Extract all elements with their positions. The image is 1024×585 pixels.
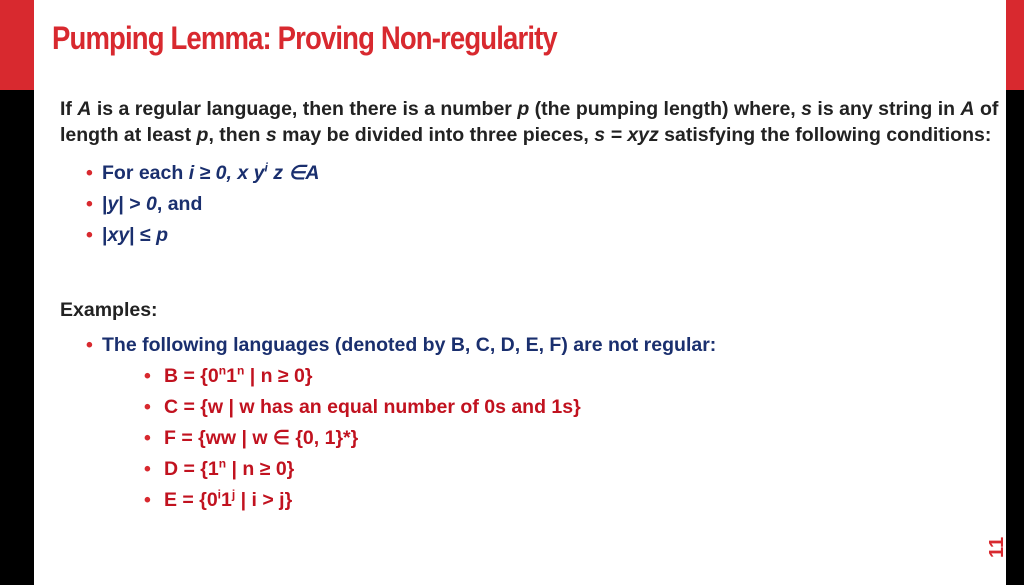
language-item: • F = {ww | w ∈ {0, 1}*} (60, 423, 1000, 454)
left-accent-bar-black (0, 90, 34, 585)
examples-list (60, 329, 1000, 361)
examples-heading: Examples: (60, 299, 158, 321)
conditions-list (60, 158, 1000, 251)
condition-item: • |y| > 0, and (60, 189, 1000, 220)
condition-item: • |xy| ≤ p (60, 220, 1000, 251)
right-accent-bar-black (1006, 90, 1024, 585)
right-accent-bar-red (1006, 0, 1024, 90)
left-accent-bar-red (0, 0, 34, 90)
language-item: • $E = \{0^i1^j$ | i > j} (60, 485, 1000, 516)
language-item: • $B = \{0^n1^n$ | n ≥ 0} (60, 361, 1000, 392)
condition-item: • For each i ≥ 0, x $y^i$ z ∈A (60, 158, 1000, 189)
slide-content (60, 96, 1000, 516)
languages-list (60, 361, 1000, 516)
lemma-statement: If A is a regular language, then there is a number p (the pumping length) where, s is any string in A of length at least p, then s may be divided into three pieces, s = xyz satisfying the following conditions: (60, 98, 999, 146)
language-item: • C = {w | w has an equal number of 0s and 1s} (60, 392, 1000, 423)
examples-intro: • The following languages (denoted by B, C, D, E, F) are not regular: (60, 329, 1000, 361)
page-number: 11 (986, 536, 1008, 558)
language-item: • $D = \{1^n$ | n ≥ 0} (60, 454, 1000, 485)
slide-title: Pumping Lemma: Proving Non-regularity (52, 20, 557, 56)
